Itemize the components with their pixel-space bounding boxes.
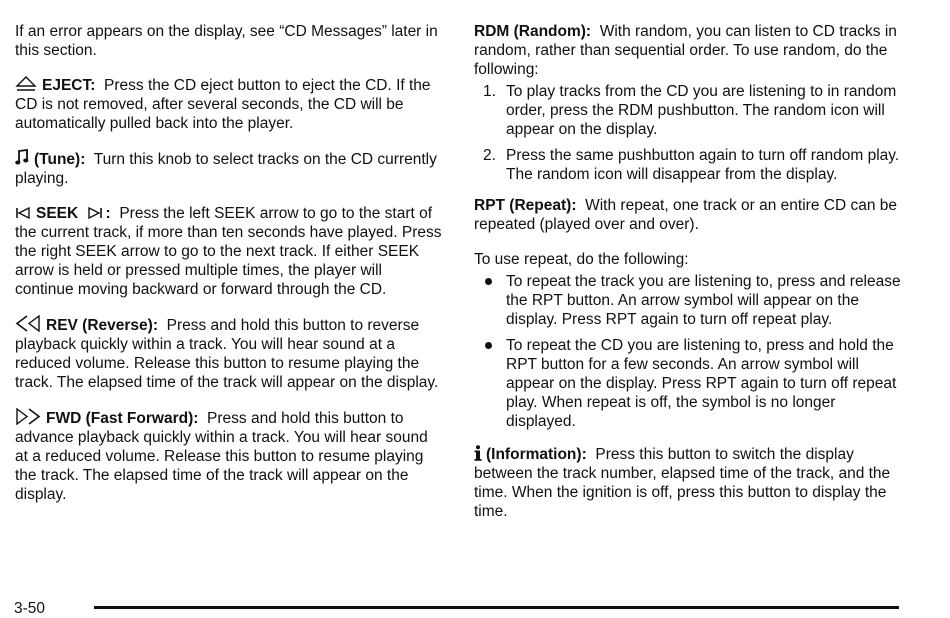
list-item [474,82,904,139]
fwd-label: FWD (Fast Forward): [46,410,199,427]
bullet-text: To repeat the track you are listening to, press and release the RPT button. An arrow symbol will appear on the display. Press RPT again to turn off repeat play. [506,273,901,328]
rpt-text: With repeat, one track or an entire CD can be repeated (played over and over). [474,197,897,233]
tune-label: (Tune): [34,151,86,168]
rpt-lead: To use repeat, do the following: [474,251,689,268]
list-item [474,146,904,184]
seek-forward-icon [87,206,103,220]
step-number: 1. [483,83,496,100]
info-icon [474,445,482,461]
tune-text: Turn this knob to select tracks on the CD currently playing. [15,151,437,187]
rev-paragraph [15,315,443,392]
rpt-paragraph [474,196,904,234]
bullet-icon [485,342,492,349]
fwd-text: Press and hold this button to advance playback quickly within a track. You will hear sound at a reduced volume. Release this button to resume playing the track. The elapsed time of the track will appear on the display. [15,410,428,503]
music-note-icon [15,149,29,166]
page-number: 3-50 [14,600,46,617]
info-text: Press this button to switch the display between the track number, elapsed time of the track, and the time. When the ignition is off, press this button to display the time. [474,446,891,520]
seek-text: Press the left SEEK arrow to go to the start of the current track, if more than ten seconds have played. Press the right SEEK arrow to go to the next track. If either SEEK arrow is held or pressed multiple times, the player will continue moving backward or forward through the CD. [15,205,442,298]
step-text: To play tracks from the CD you are listening to in random order, press the RDM pushbutton. The random icon will appear on the display. [506,83,897,138]
footer-divider [94,606,899,609]
seek-colon: : [105,205,111,222]
seek-paragraph [15,204,443,299]
rev-label: REV (Reverse): [46,317,158,334]
rewind-icon [15,315,41,332]
seek-label: SEEK [36,205,79,222]
list-item [474,272,904,329]
intro-paragraph: If an error appears on the display, see “CD Messages” later in this section. [15,23,438,59]
info-paragraph [474,445,904,521]
eject-label: EJECT: [42,77,96,94]
eject-paragraph [15,76,443,133]
eject-icon [15,76,37,92]
fast-forward-icon [15,408,41,425]
step-text: Press the same pushbutton again to turn off random play. The random icon will disappear from the display. [506,147,900,183]
bullet-icon [485,278,492,285]
right-column [474,22,904,537]
rdm-text: With random, you can listen to CD tracks in random, rather than sequential order. To use random, do the following: [474,23,897,78]
fwd-paragraph [15,408,443,504]
rev-text: Press and hold this button to reverse playback quickly within a track. You will hear sound at a reduced volume. Release this button to resume playing the track. The elapsed time of the track will appear on the display. [15,317,439,391]
rpt-label: RPT (Repeat): [474,197,577,214]
bullet-text: To repeat the CD you are listening to, press and hold the RPT button for a few seconds. An arrow symbol will appear on the display. Press RPT again to turn off repeat play. When repeat is off, the symbol is no longer displayed. [506,337,897,430]
list-item [474,336,904,431]
left-column [15,22,443,520]
tune-paragraph [15,149,443,188]
rdm-label: RDM (Random): [474,23,592,40]
rpt-bullets [474,272,904,431]
eject-text: Press the CD eject button to eject the CD. If the CD is not removed, after several seconds, the CD will be automatically pulled back into the player. [15,77,431,132]
info-label: (Information): [486,446,587,463]
rdm-paragraph [474,22,904,79]
seek-back-icon [15,206,31,220]
step-number: 2. [483,147,496,164]
rdm-steps [474,82,904,184]
